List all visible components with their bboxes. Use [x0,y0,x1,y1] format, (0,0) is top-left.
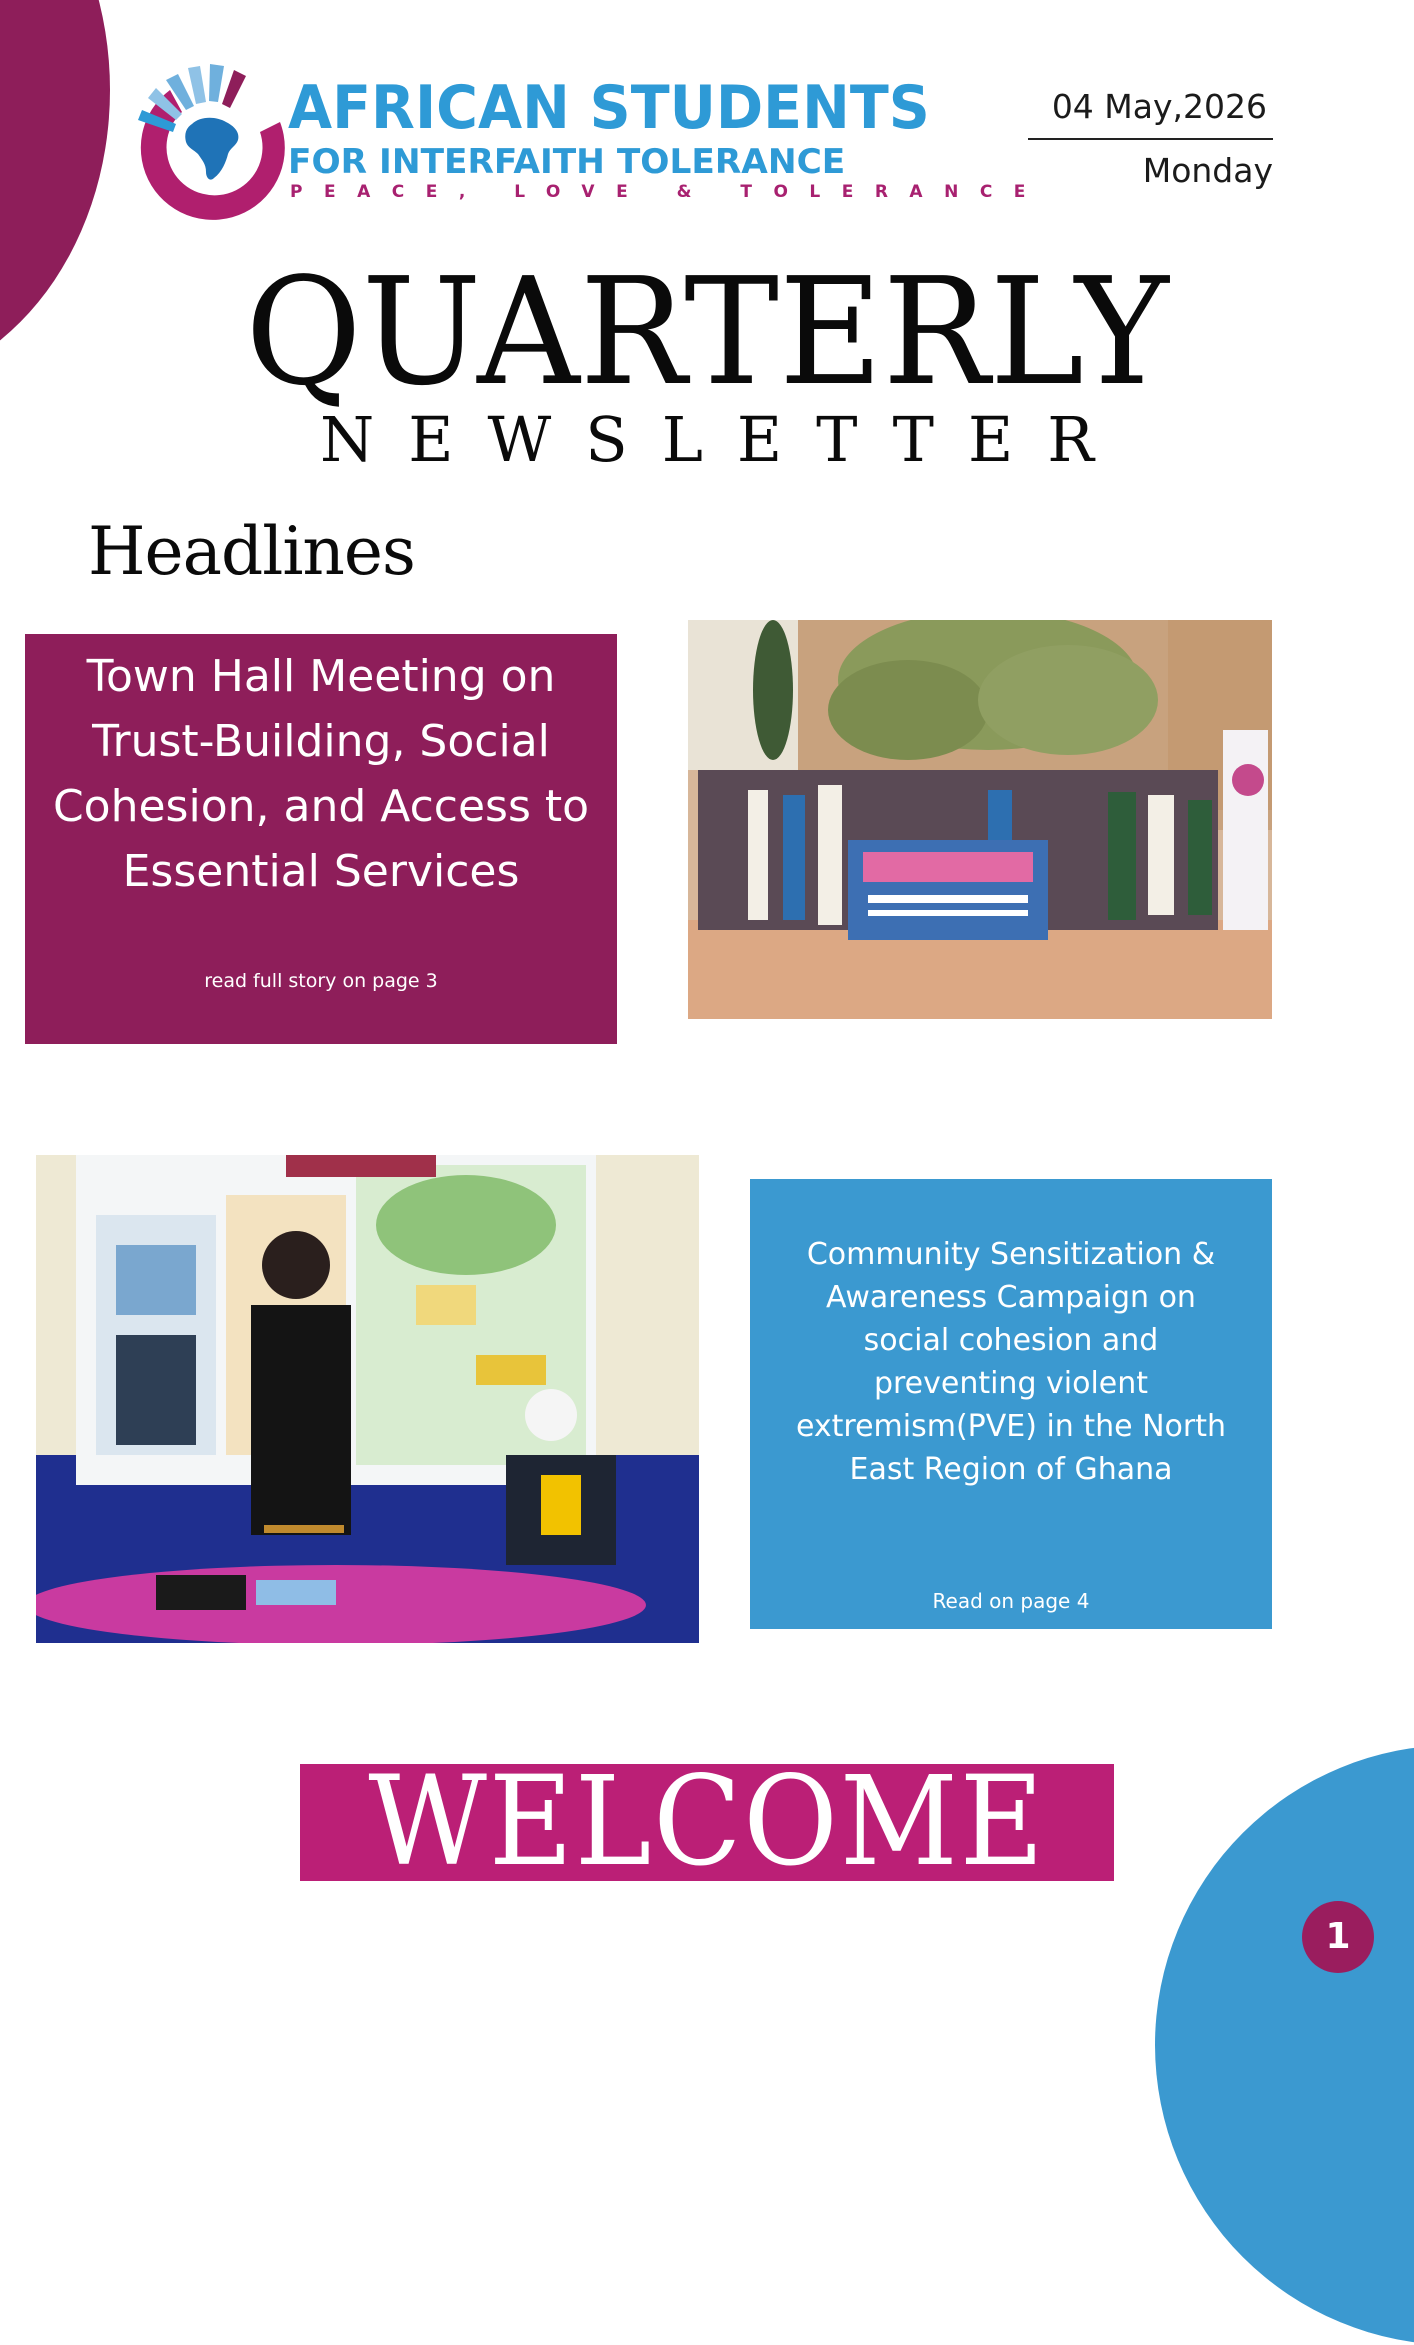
town-hall-group-photo [688,620,1272,1019]
logo-title: AFRICAN STUDENTS [288,73,930,143]
organization-logo [130,62,1047,222]
issue-date: 04 May,2026 [1051,87,1267,126]
date-block [1028,86,1273,192]
logo-tagline: PEACE, LOVE & TOLERANCE [290,182,1047,202]
story-read-more-link[interactable]: read full story on page 3 [204,970,438,992]
logo-subtitle: FOR INTERFAITH TOLERANCE [288,142,846,182]
headlines-heading: Headlines [88,513,415,590]
page-number-badge: 1 [1302,1901,1374,1973]
date-divider [1028,138,1273,140]
story-title: Community Sensitization & Awareness Campaign on social cohesion and preventing violent extremism(PVE) in the North East Region of Ghana [795,1237,1227,1487]
welcome-banner [300,1750,1114,1894]
story-read-more-link[interactable]: Read on page 4 [932,1589,1090,1613]
story-card-sensitization[interactable] [750,1179,1272,1629]
issue-day: Monday [1142,151,1273,190]
bottom-right-decorative-shape [1155,1745,1414,2345]
newsletter-title: QUARTERLY [245,246,1169,418]
sensitization-campaign-photo [36,1155,699,1643]
story-card-town-hall[interactable] [25,634,617,1044]
welcome-text: WELCOME [368,1750,1046,1894]
story-title: Town Hall Meeting on Trust-Building, Social Cohesion, and Access to Essential Services [52,651,590,897]
newsletter-subtitle: NEWSLETTER [320,403,1128,476]
logo-globe-icon [130,62,290,222]
